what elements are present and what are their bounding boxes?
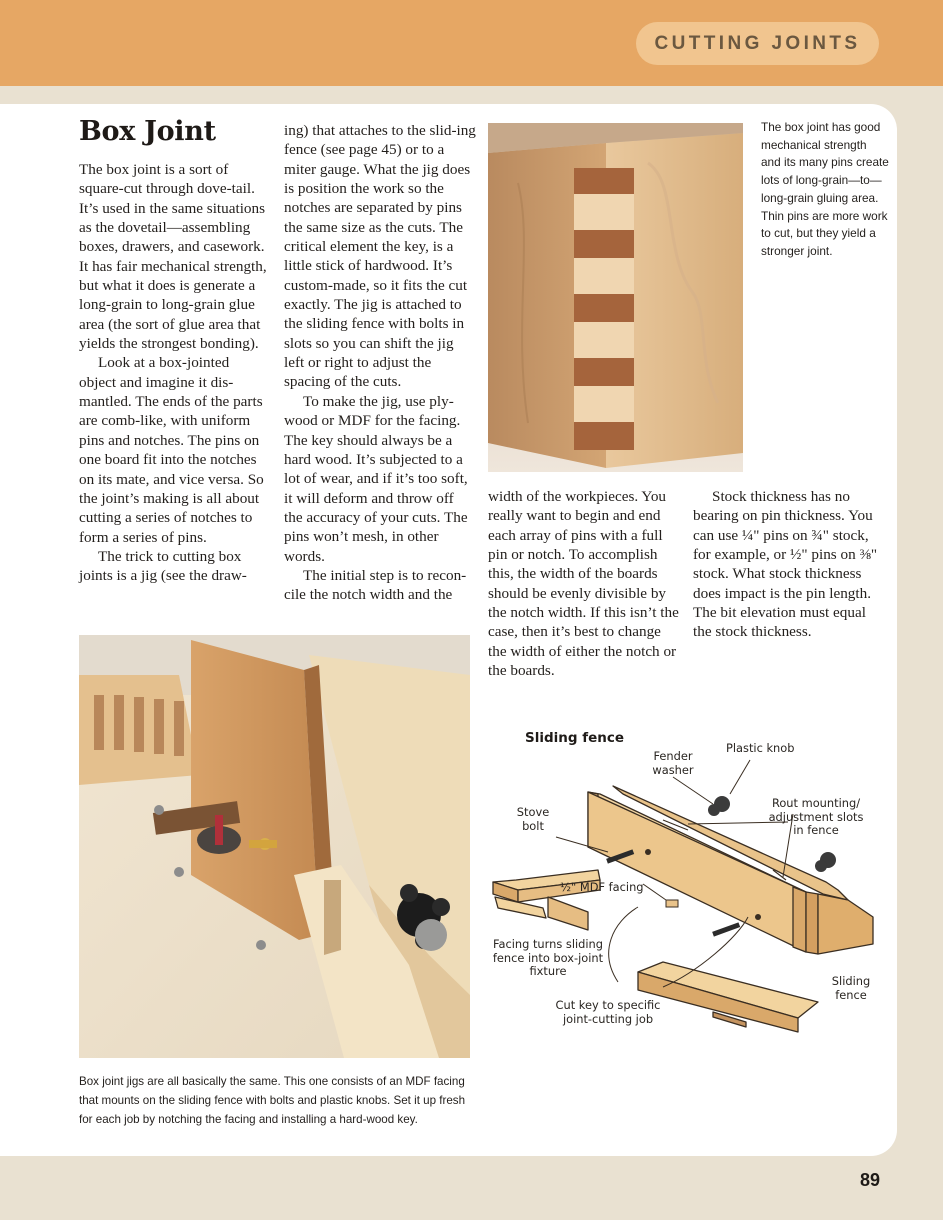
- paragraph: The trick to cutting box joints is a jig (see the draw-: [79, 547, 247, 585]
- page-number: 89: [859, 1170, 880, 1190]
- label-stove-bolt: Stove bolt: [516, 805, 550, 833]
- label-fender-washer: Fender washer: [652, 749, 694, 777]
- box-joint-photo: [488, 123, 743, 472]
- paragraph: Stock thickness has no bearing on pin thickness. You can use ¼" pins on ¾" stock, for example, or ½" pins on ⅜" stock. What stock thickness does impact is the pin length. The bit elevation must equal the stock thickness.: [693, 488, 878, 641]
- label-rout-slots: Rout mounting/ adjustment slots in fence: [768, 796, 864, 838]
- label-facing-turns: Facing turns sliding fence into box-joint fixture: [492, 937, 604, 979]
- paragraph: The initial step is to recon-cile the notch width and the: [284, 566, 467, 604]
- label-sliding-fence: Sliding fence: [831, 974, 871, 1002]
- paragraph: Look at a box-jointed object and imagine it dis-mantled. The ends of the parts are comb-like, with uniform pins and notches. The pins on one board fit into the notches on its mate, and vice versa. So the joint’s making is all about cutting a series of notches to form a series of pins.: [79, 354, 264, 546]
- header-band: [0, 0, 943, 86]
- article-heading: Box Joint: [79, 116, 216, 147]
- text-column-4: [693, 487, 885, 642]
- label-cut-key: Cut key to specific joint-cutting job: [555, 998, 661, 1026]
- paragraph: The box joint is a sort of square-cut through dove-tail. It’s used in the same situations as the dovetail—assembling boxes, drawers, and casework. It has fair mechanical strength, but what it does is generate a long-grain to long-grain glue area (the sort of glue area that yields the strongest bonding).: [79, 161, 267, 353]
- text-column-1: [79, 160, 269, 586]
- joint-photo-caption: The box joint has good mechanical strength and its many pins create lots of long-grain—to—long-grain gluing area. Thin pins are more work to cut, but they yield a stronger joint.: [761, 120, 889, 258]
- section-title: CUTTING JOINTS: [654, 32, 861, 54]
- paragraph: width of the workpieces. You really want to begin and end each array of pins with a full pin or notch. To accomplish this, the width of the boards should be evenly divisible by the notch width. If this isn’t the case, then it’s best to change the width of either the notch or the boards.: [488, 488, 679, 680]
- section-tab: [636, 22, 879, 65]
- text-column-2: [284, 121, 476, 605]
- label-plastic-knob: Plastic knob: [726, 741, 795, 755]
- diagram-title: Sliding fence: [525, 730, 625, 746]
- jig-photo-caption: Box joint jigs are all basically the same. This one consists of an MDF facing that mounts on the sliding fence with bolts and plastic knobs. Set it up fresh for each job by notching the facing and installing a hard-wood key.: [79, 1075, 466, 1126]
- paragraph: To make the jig, use ply-wood or MDF for the facing. The key should always be a hard wood. It’s subjected to a lot of wear, and if it’s too soft, it will deform and throw off the accuracy of your cuts. The pins won’t mesh, in other words.: [284, 392, 468, 565]
- jig-photo: [79, 635, 470, 1058]
- label-mdf-facing: ½" MDF facing: [560, 880, 644, 894]
- text-column-3: [488, 487, 680, 680]
- paragraph: ing) that attaches to the slid-ing fence (see page 45) or to a miter gauge. What the jig does is position the work so the notches are separated by pins the same size as the cuts. The critical element the key, is a little stick of hardwood. It’s custom-made, so it fits the cut exactly. The jig is attached to the sliding fence with bolts in slots so you can shift the jig left or right to adjust the spacing of the cuts.: [284, 122, 476, 391]
